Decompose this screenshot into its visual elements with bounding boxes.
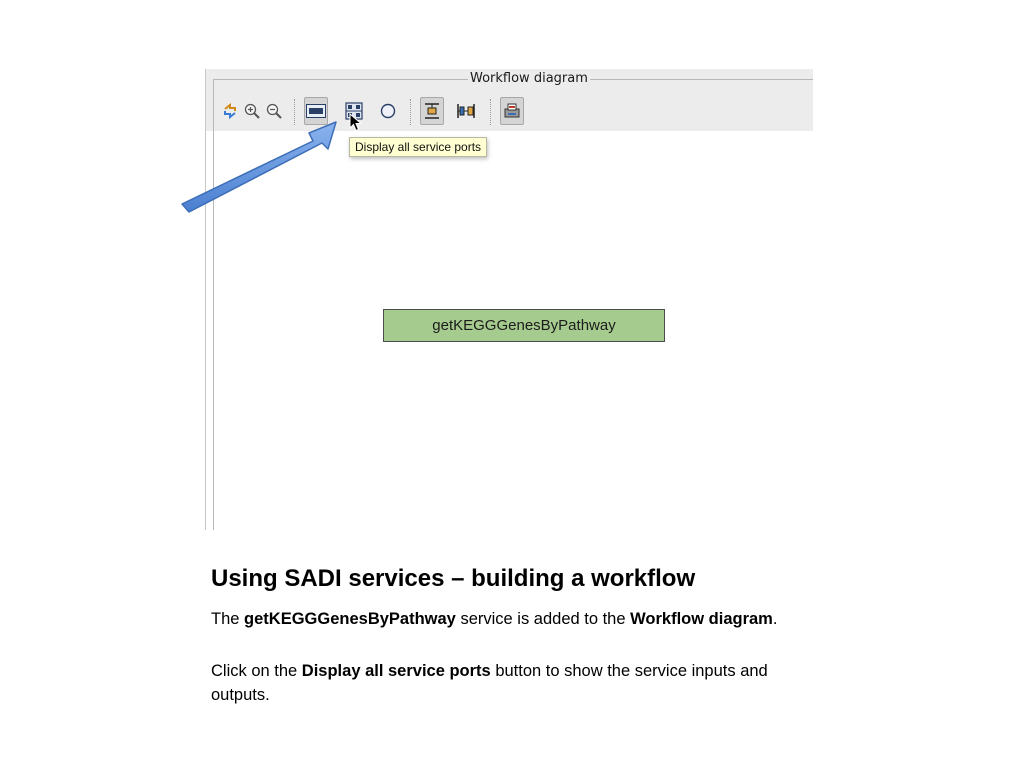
workflow-diagram-emphasis: Workflow diagram xyxy=(630,610,773,628)
text-run: service is added to the xyxy=(455,610,631,628)
callout-arrow-icon xyxy=(176,118,346,218)
text-run: button to show the service inputs and outputs. xyxy=(211,662,768,704)
text-run: The xyxy=(211,610,245,628)
save-diagram-button[interactable] xyxy=(500,97,524,125)
panel-title: Workflow diagram xyxy=(470,71,588,86)
toolbar-separator xyxy=(490,99,491,125)
text-run: Click on the xyxy=(211,662,302,680)
service-node[interactable]: getKEGGGenesByPathway xyxy=(383,309,665,342)
slide-heading: Using SADI services – building a workflow xyxy=(211,565,696,592)
service-name-emphasis: getKEGGGenesByPathway xyxy=(244,610,456,628)
horizontal-align-icon xyxy=(456,102,476,120)
save-diagram-icon xyxy=(503,102,521,120)
horizontal-alignment-button[interactable] xyxy=(454,97,478,125)
vertical-align-icon xyxy=(423,102,441,120)
text-run: . xyxy=(772,610,778,628)
abc-label-icon xyxy=(306,104,326,118)
tooltip: Display all service ports xyxy=(349,137,487,157)
instruction-paragraph xyxy=(211,659,811,707)
display-blobs-button[interactable] xyxy=(376,97,400,125)
description-paragraph xyxy=(211,607,811,631)
vertical-alignment-button[interactable] xyxy=(420,97,444,125)
toolbar-separator xyxy=(410,99,411,125)
mouse-cursor-icon xyxy=(349,113,363,133)
circle-icon xyxy=(379,102,397,120)
button-name-emphasis: Display all service ports xyxy=(301,662,491,680)
